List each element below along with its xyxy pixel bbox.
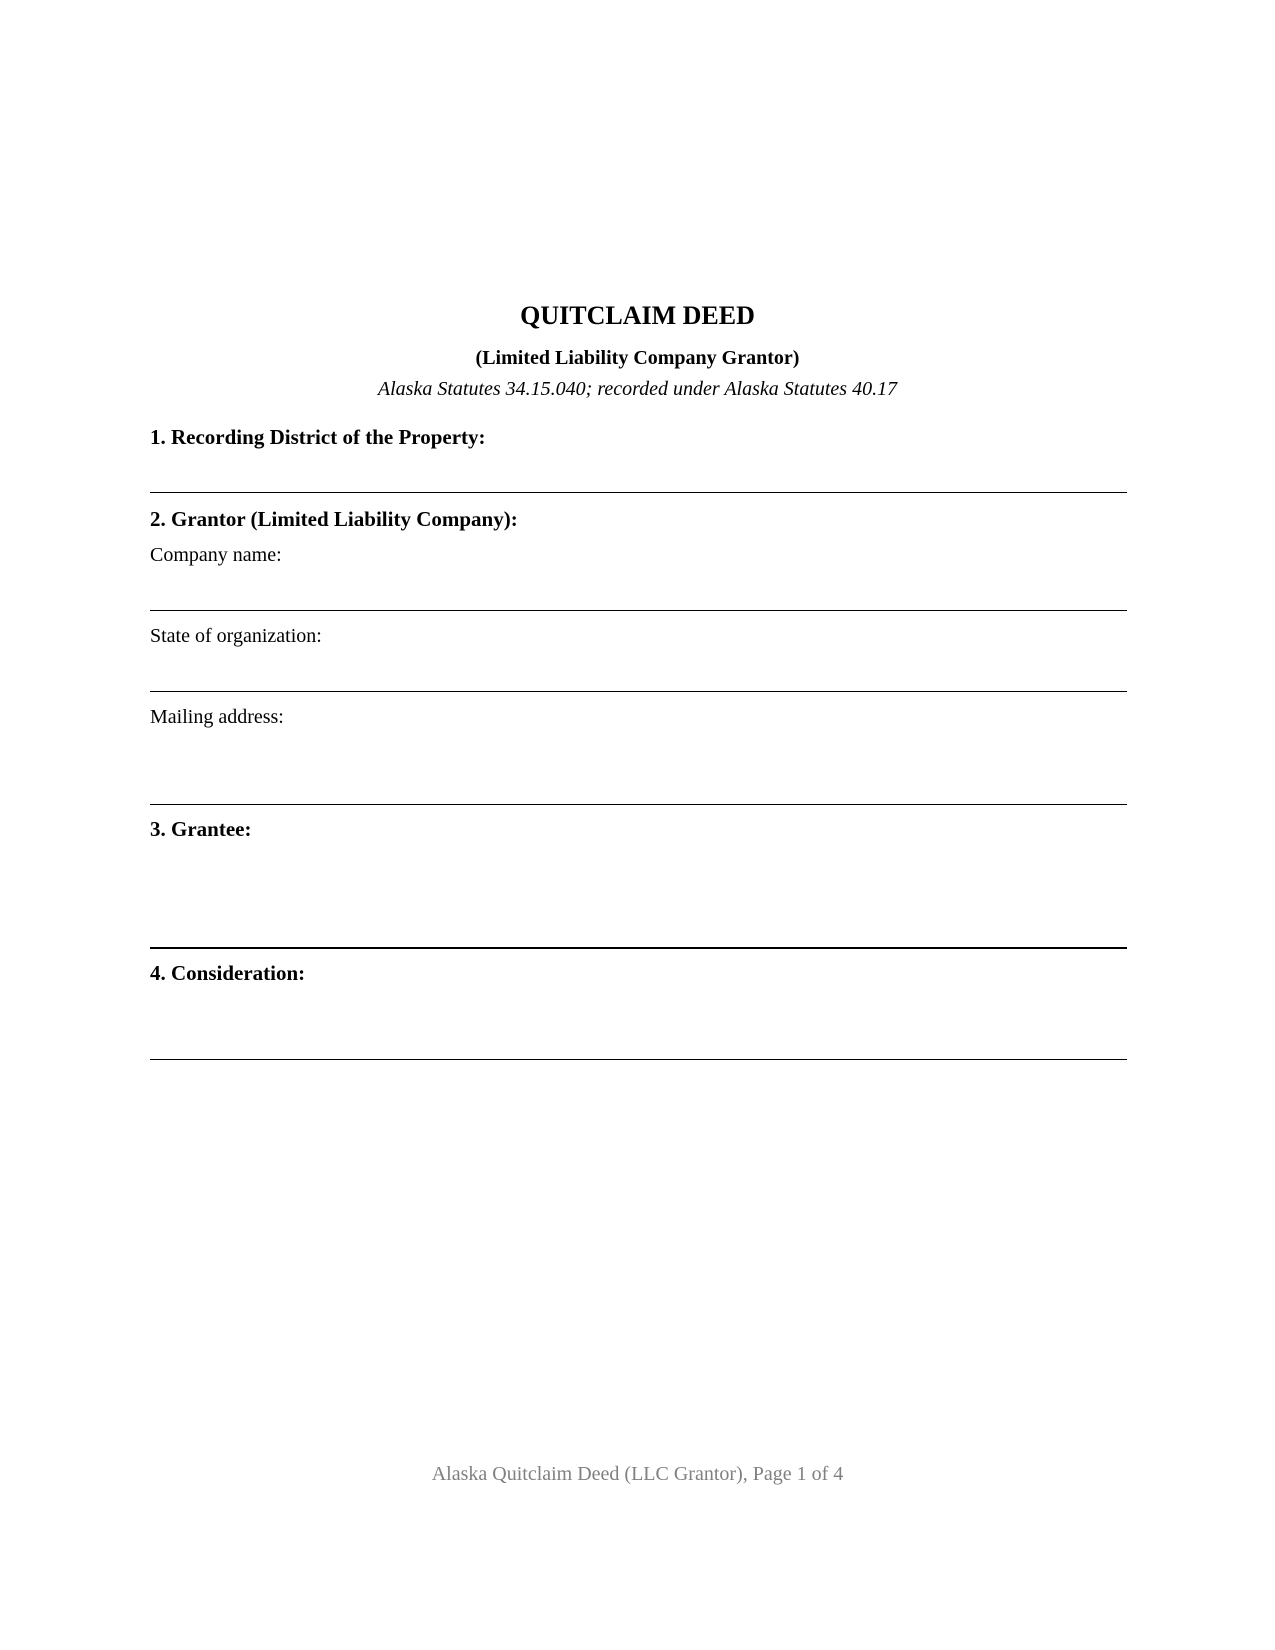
mailing-address-fill-line[interactable] xyxy=(150,804,1127,805)
page-footer: Alaska Quitclaim Deed (LLC Grantor), Page 1 of 4 xyxy=(431,1463,844,1485)
statute-reference: Alaska Statutes 34.15.040; recorded under Alaska Statutes 40.17 xyxy=(377,378,898,400)
grantee-heading: 3. Grantee: xyxy=(150,817,252,841)
state-of-organization-label: State of organization: xyxy=(150,625,322,647)
company-name-label: Company name: xyxy=(150,544,282,566)
grantee-fill-line[interactable] xyxy=(150,947,1127,949)
state-of-organization-fill-line[interactable] xyxy=(150,691,1127,692)
document-subtitle: (Limited Liability Company Grantor) xyxy=(475,347,800,369)
consideration-heading: 4. Consideration: xyxy=(150,961,306,985)
document-title: QUITCLAIM DEED xyxy=(520,301,755,330)
recording-district-heading: 1. Recording District of the Property: xyxy=(150,425,486,449)
grantor-heading: 2. Grantor (Limited Liability Company): xyxy=(150,507,518,531)
company-name-fill-line[interactable] xyxy=(150,610,1127,611)
consideration-fill-line[interactable] xyxy=(150,1059,1127,1060)
mailing-address-label: Mailing address: xyxy=(150,706,284,728)
recording-district-fill-line[interactable] xyxy=(150,492,1127,493)
